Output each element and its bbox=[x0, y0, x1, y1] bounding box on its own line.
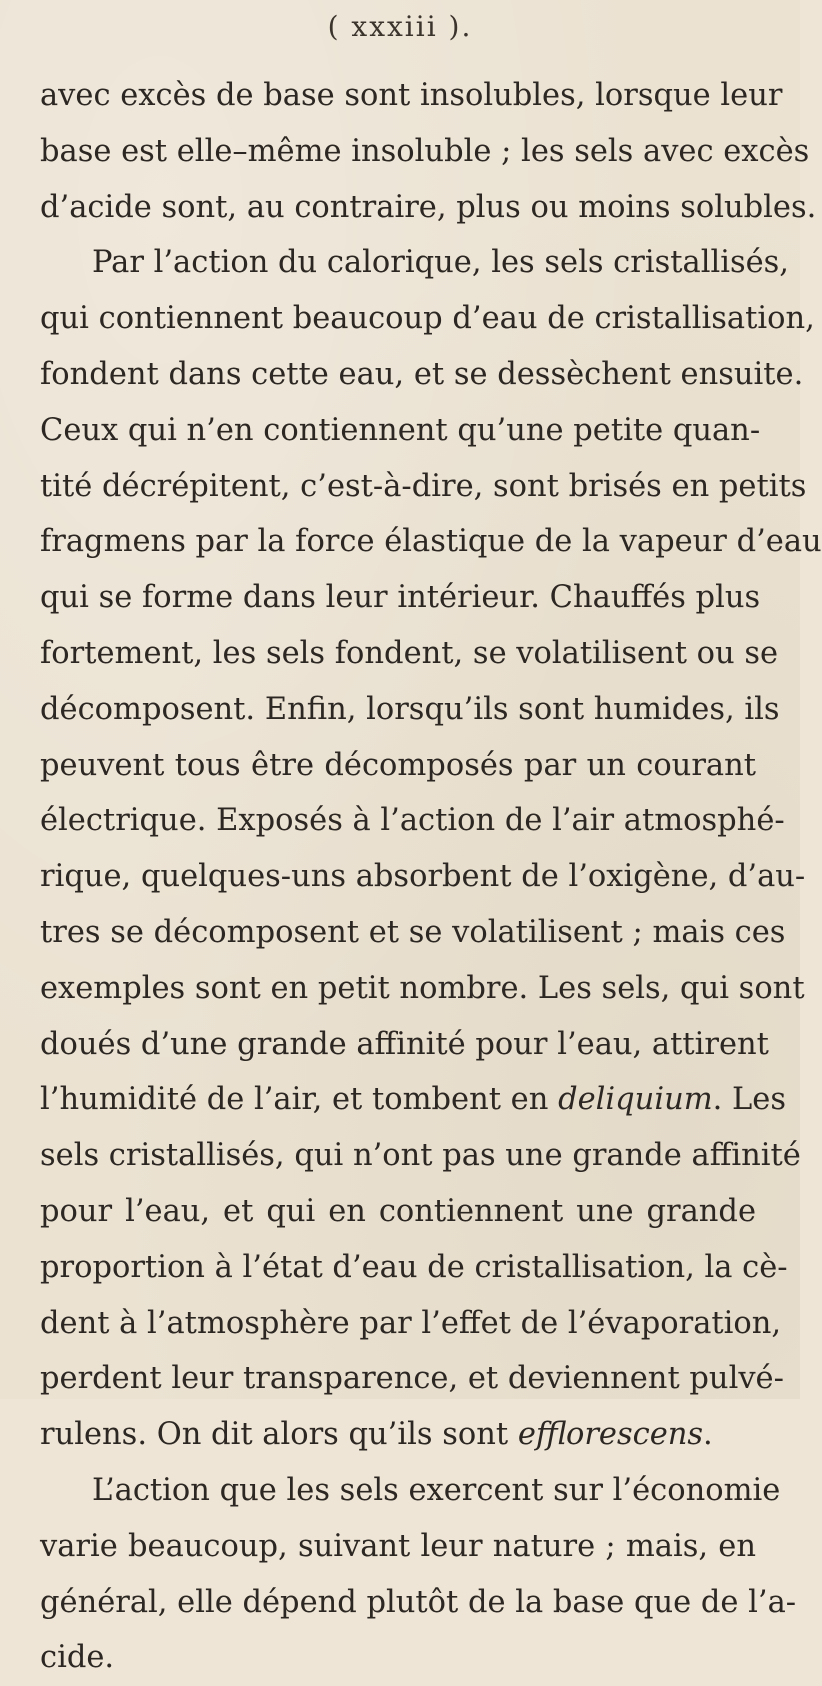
text-line: Par l’action du calorique, les sels cristallisés, bbox=[92, 245, 790, 281]
text-segment: rulens. On dit alors qu’ils sont bbox=[40, 1417, 518, 1453]
text-line: avec excès de base sont insolubles, lorsque leur bbox=[40, 78, 783, 113]
text-line: général, elle dépend plutôt de la base que de l’a- bbox=[40, 1584, 797, 1620]
body-text bbox=[40, 68, 822, 1686]
text-line: d’acide sont, au contraire, plus ou moins solubles. bbox=[40, 189, 817, 225]
text-line: base est elle–même insoluble ; les sels avec excès bbox=[40, 133, 810, 169]
text-line: pour l’eau, et qui en contiennent une grande bbox=[40, 1193, 756, 1229]
text-line: fortement, les sels fondent, se volatilisent ou se bbox=[40, 635, 779, 671]
text-line: peuvent tous être décomposés par un courant bbox=[40, 747, 756, 783]
text-line: doués d’une grande affinité pour l’eau, attirent bbox=[40, 1026, 769, 1062]
text-line: rique, quelques-uns absorbent de l’oxigène, d’au- bbox=[40, 859, 806, 895]
text-line: qui se forme dans leur intérieur. Chauffés plus bbox=[40, 580, 761, 616]
text-line: cide. bbox=[40, 1640, 115, 1676]
text-line: proportion à l’état d’eau de cristallisation, la cè- bbox=[40, 1249, 788, 1285]
text-line: Ceux qui n’en contiennent qu’une petite quan- bbox=[40, 412, 761, 448]
text-line: décomposent. Enfin, lorsqu’ils sont humides, ils bbox=[40, 691, 780, 727]
text-line: tité décrépitent, c’est-à-dire, sont brisés en petits bbox=[40, 468, 807, 504]
text-segment: . Les bbox=[712, 1082, 787, 1118]
text-line: qui contiennent beaucoup d’eau de cristallisation, bbox=[40, 301, 815, 337]
text-line: tres se décomposent et se volatilisent ; mais ces bbox=[40, 914, 786, 950]
italic-term: deliquium bbox=[558, 1082, 713, 1118]
text-line: électrique. Exposés à l’action de l’air atmosphé- bbox=[40, 803, 785, 839]
text-line bbox=[40, 1407, 756, 1463]
text-line bbox=[40, 1072, 787, 1128]
text-line: exemples sont en petit nombre. Les sels, qui sont bbox=[40, 970, 805, 1006]
text-line: sels cristallisés, qui n’ont pas une grande affinité bbox=[40, 1138, 801, 1174]
text-line: dent à l’atmosphère par l’effet de l’évaporation, bbox=[40, 1305, 782, 1341]
text-line: L’action que les sels exercent sur l’économie bbox=[92, 1472, 781, 1508]
text-line: fragmens par la force élastique de la vapeur d’eau bbox=[40, 524, 822, 560]
text-line: fondent dans cette eau, et se dessèchent ensuite. bbox=[40, 356, 804, 392]
italic-term: efflorescens bbox=[517, 1417, 704, 1453]
text-line: varie beaucoup, suivant leur nature ; mais, en bbox=[40, 1528, 756, 1564]
page-header: ( xxxiii ). bbox=[327, 10, 473, 43]
text-segment: . bbox=[703, 1417, 713, 1453]
text-line: perdent leur transparence, et deviennent pulvé- bbox=[40, 1361, 784, 1397]
text-segment: l’humidité de l’air, et tombent en bbox=[40, 1082, 559, 1118]
